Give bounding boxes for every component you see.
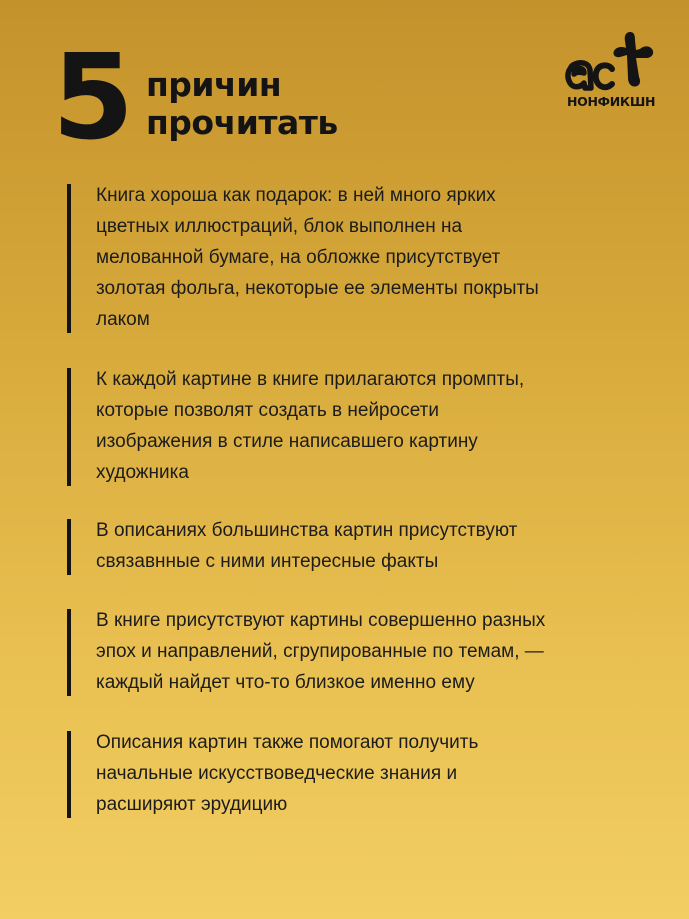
logo-wordmark: НОНФИКШН [567,94,656,109]
reason-item [67,364,676,488]
page-title [146,66,338,142]
reason-bar [67,609,71,696]
logo-mark-icon [564,28,664,98]
reason-text: Книга хороша как подарок: в ней много ярких цветных иллюстраций, блок выполнен на мелованной бумаге, на обложке присутствует золотая фольга, некоторые ее элементы покрыты лаком [96,185,539,330]
title-line-1: причин [146,65,282,104]
reason-item [67,515,676,577]
reason-text: В книге присутствуют картины совершенно разных эпох и направлений, сгрупированные по темам, — каждый найдет что-то близкое именно ему [96,610,546,693]
header [52,28,656,166]
reason-text: Описания картин также помогают получить начальные искусствоведческие знания и расширяют эрудицию [96,732,479,815]
reason-item [67,605,676,698]
title-line-2: прочитать [146,103,338,142]
reason-item [67,727,676,820]
reason-bar [67,184,71,333]
reason-item [67,180,676,335]
reason-text: К каждой картине в книге прилагаются промпты, которые позволят создать в нейросети изображения в стиле написавшего картину художника [96,369,525,483]
reason-text: В описаниях большинства картин присутствуют связавнные с ними интересные факты [96,520,518,572]
big-number: 5 [52,28,133,166]
reason-bar [67,368,71,486]
reason-bar [67,519,71,575]
publisher-logo [564,28,664,116]
reason-bar [67,731,71,818]
